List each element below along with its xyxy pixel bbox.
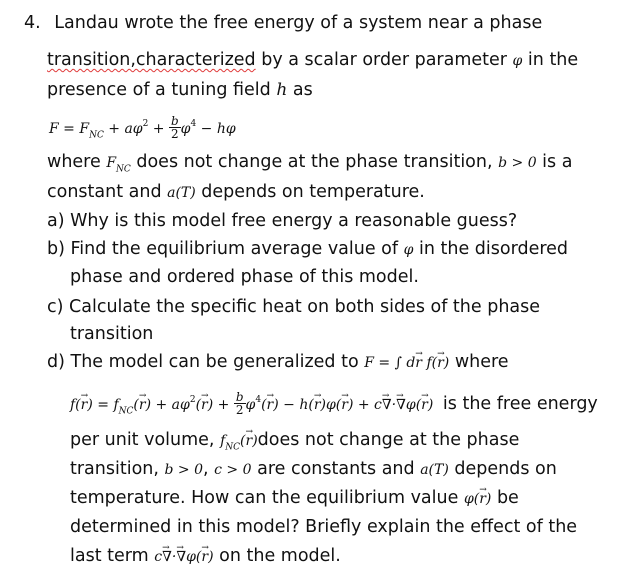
- d2-b: ) + aφ: [145, 396, 190, 413]
- part-a: [47, 210, 517, 232]
- d7-nabla-2: ∇ →: [176, 546, 186, 568]
- eq-phi: φ: [180, 120, 191, 137]
- d2-rvec: r →: [81, 391, 88, 419]
- d-close: ): [443, 355, 450, 371]
- eq-end: − hφ: [196, 120, 236, 137]
- eq-terms: + aφ: [103, 120, 143, 137]
- d2-j: ·: [391, 396, 397, 413]
- part-c-text-2: transition: [70, 324, 154, 344]
- constant-text: constant and: [47, 182, 168, 202]
- part-d-text: d) The model can be generalized to: [47, 352, 365, 372]
- d6-text: determined in this model? Briefly explain the effect of the: [70, 517, 578, 537]
- d5-text: temperature. How can the equilibrium value: [70, 488, 464, 508]
- where-line: [47, 151, 572, 181]
- d2-rvec-5: r →: [314, 391, 321, 419]
- d5-phi: φ(: [463, 491, 480, 507]
- part-b-text: b) Find the equilibrium average value of: [47, 239, 404, 259]
- d2-k: φ(: [405, 396, 422, 413]
- part-b-end: in the disordered: [413, 239, 569, 259]
- problem-number: 4.: [24, 13, 41, 33]
- d7-text: last term: [70, 546, 155, 566]
- d7-nabla-1: ∇ →: [162, 546, 172, 568]
- d2-nabla-1: ∇ →: [382, 391, 392, 419]
- d2-f: f(: [70, 396, 81, 413]
- d7-c: c: [154, 549, 163, 565]
- part-d-line-1: [47, 351, 509, 374]
- where-F: F: [106, 155, 117, 171]
- part-b-line-2: [70, 266, 419, 288]
- landau-equation: $F = F_{NC} + a\varphi^2$ + $\frac{b}{2}$ $\varphi^4 - h\varphi$: [49, 114, 236, 142]
- intro-line-3-end: as: [287, 80, 313, 100]
- phi-symbol: φ: [512, 53, 523, 69]
- d2-four: 4: [255, 395, 262, 405]
- d2-frac-den: 2: [235, 403, 244, 418]
- intro-line-3: [47, 79, 313, 101]
- d4-mid1: ,: [203, 459, 215, 479]
- d7-end: on the model.: [213, 546, 341, 566]
- intro-line-2-text: by a scalar order parameter: [255, 50, 513, 70]
- constant-line: [47, 181, 425, 204]
- part-d-equation: [70, 386, 598, 425]
- d3-sub: NC: [225, 442, 241, 453]
- d4-text: transition,: [70, 459, 165, 479]
- eq-square: 2: [142, 119, 149, 129]
- intro-line-1: Landau wrote the free energy of a system near a phase: [54, 13, 543, 33]
- part-c-line-1: [47, 296, 540, 318]
- part-c-text: c) Calculate the specific heat on both sides of the phase: [47, 297, 541, 317]
- d2-c: (: [195, 396, 202, 413]
- d3-paren: (: [240, 433, 246, 449]
- where-rest: does not change at the phase transition,: [130, 152, 499, 172]
- d2-i: ) + c: [347, 396, 382, 413]
- d-r-vec: r →: [415, 352, 422, 374]
- intro-line-2-end: in the: [522, 50, 579, 70]
- problem-heading-line: [24, 12, 542, 34]
- d7-close: ): [208, 549, 214, 565]
- d7-phi: φ(: [186, 549, 202, 565]
- d5-close: ): [485, 491, 492, 507]
- d2-h: )φ(: [320, 396, 342, 413]
- a-of-T: a(T): [167, 185, 196, 201]
- d3-rest: does not change at the phase: [257, 430, 520, 450]
- d-r-vec-2: r →: [437, 352, 444, 374]
- d4-end: depends on: [448, 459, 557, 479]
- d2-rest-text: is the free energy: [442, 393, 598, 414]
- d4-mid2: are constants and: [251, 459, 421, 479]
- constant-rest: depends on temperature.: [195, 182, 425, 202]
- d3-rvec: r →: [245, 430, 252, 452]
- d5-rvec: r →: [479, 488, 486, 510]
- d2-rvec-6: r →: [341, 391, 348, 419]
- part-b-text-2: phase and ordered phase of this model.: [70, 267, 419, 287]
- d2-rvec-7: r →: [421, 391, 428, 419]
- phi-symbol-b: φ: [403, 242, 414, 258]
- intro-line-2: [47, 49, 578, 72]
- d-integral: F = ∫ d: [364, 355, 416, 371]
- d-f: f(: [422, 355, 438, 371]
- part-d-line-3: [70, 429, 519, 459]
- d2-frac: [234, 391, 246, 416]
- where-F-sub: NC: [116, 164, 131, 175]
- d2-d: ) +: [207, 396, 234, 413]
- eq-F: F = F: [49, 120, 90, 137]
- d2-nabla-2: ∇ →: [396, 391, 406, 419]
- d4-a: a(T): [420, 462, 449, 478]
- where-b: b > 0: [498, 155, 537, 171]
- intro-line-3-text: presence of a tuning field: [47, 80, 277, 100]
- d2-l: ): [427, 396, 434, 413]
- d2-f2: (: [261, 396, 267, 413]
- part-d-line-4: [70, 458, 557, 481]
- d2-frac-num: b: [235, 390, 244, 405]
- eq-fraction: [169, 115, 181, 140]
- d4-b: b > 0: [164, 462, 203, 478]
- where-end: is a: [536, 152, 573, 172]
- d2-g: ) − h(: [273, 396, 314, 413]
- part-d-where: where: [449, 352, 509, 372]
- d2-e: φ: [245, 396, 256, 413]
- d2-mid: ) = f: [87, 396, 119, 413]
- d5-end: be: [491, 488, 519, 508]
- misspelling-squiggle-text: transition,characterized: [47, 50, 256, 70]
- part-b-line-1: [47, 238, 568, 261]
- d7-dot: ·: [171, 549, 177, 565]
- part-d-line-7: [70, 545, 341, 568]
- where-text: where: [47, 152, 107, 172]
- part-d-line-6: [70, 516, 577, 538]
- part-d-line-5: [70, 487, 519, 510]
- d2-sub: NC: [118, 406, 134, 417]
- eq-F-sub: NC: [89, 130, 104, 141]
- part-c-line-2: [70, 323, 153, 345]
- h-symbol: h: [276, 80, 288, 100]
- part-a-text: a) Why is this model free energy a reasonable guess?: [47, 211, 518, 231]
- d2-sq: 2: [189, 395, 196, 405]
- d2-rvec-2: r →: [139, 391, 146, 419]
- eq-fourth: 4: [190, 119, 197, 129]
- eq-frac-num: b: [170, 114, 179, 129]
- d3-paren-close: ): [252, 433, 258, 449]
- d2-rvec-3: r →: [201, 391, 208, 419]
- eq-frac-den: 2: [171, 127, 179, 142]
- d3-f: f: [220, 433, 226, 449]
- d2-rvec-4: r →: [267, 391, 274, 419]
- d4-c: c > 0: [214, 462, 252, 478]
- d2-a: (: [133, 396, 139, 413]
- d3-text: per unit volume,: [70, 430, 221, 450]
- d7-rvec: r →: [201, 546, 208, 568]
